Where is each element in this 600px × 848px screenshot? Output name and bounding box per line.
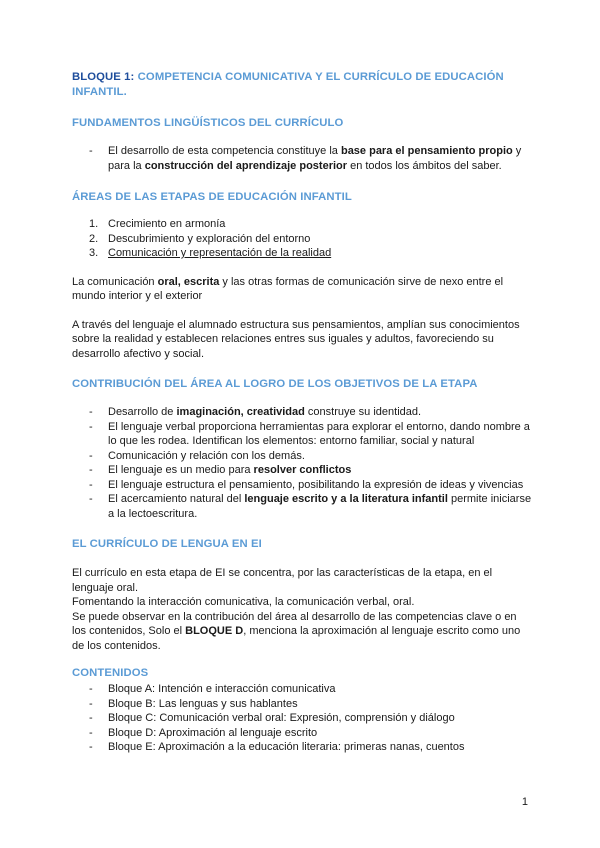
list-item: - Bloque E: Aproximación a la educación literaria: primeras nanas, cuentos [89,741,465,753]
list-item: - Desarrollo de imaginación, creatividad construye su identidad. [89,406,422,418]
document-page [72,70,532,755]
document-title: BLOQUE 1: COMPETENCIA COMUNICATIVA Y EL CURRÍCULO DE EDUCACIÓN INFANTIL. [72,71,504,98]
list-item: - Bloque B: Las lenguas y sus hablantes [89,697,298,710]
fundamentos-list [72,144,532,173]
page-number: 1 [521,796,528,808]
paragraph-lenguaje: A través del lenguaje el alumnado estructura sus pensamientos, amplían sus conocimientos sobre la realidad y establecen relaciones entres sus iguales y adultos, favoreciendo su desarrollo afectivo y social. [72,318,520,360]
section-heading-curriculo: EL CURRÍCULO DE LENGUA EN EI [72,538,262,550]
list-item: - El lenguaje es un medio para resolver conflictos [89,464,352,476]
section-heading-contenidos: CONTENIDOS [72,667,149,679]
paragraph-curriculo-3: Se puede observar en la contribución del área al desarrollo de las competencias clave o en los contenidos, Solo el BLOQUE D, menciona la aproximación al lenguaje escrito como uno de los contenidos. [72,610,521,652]
list-item: 1. Crecimiento en armonía [89,218,226,230]
list-item: - El desarrollo de esta competencia constituye la base para el pensamiento propio y para la construcción del aprendizaje posterior en todos los ámbitos del saber. [89,145,522,172]
list-item: - Bloque D: Aproximación al lenguaje escrito [89,726,318,739]
list-item: - El lenguaje estructura el pensamiento, posibilitando la expresión de ideas y vivencias [89,478,524,491]
contenidos-list [72,682,532,755]
paragraph-curriculo-1: El currículo en esta etapa de EI se concentra, por las características de la etapa, en el lenguaje oral. [72,567,493,594]
paragraph-comunicacion: La comunicación oral, escrita y las otras formas de comunicación sirve de nexo entre el mundo interior y el exterior [72,275,504,302]
list-item: - Bloque A: Intención e interacción comunicativa [89,683,336,695]
areas-list [72,217,532,261]
list-item: - Comunicación y relación con los demás. [89,449,305,462]
contribucion-list [72,405,532,521]
section-heading-areas: ÁREAS DE LAS ETAPAS DE EDUCACIÓN INFANTIL [72,191,352,203]
section-heading-contribucion: CONTRIBUCIÓN DEL ÁREA AL LOGRO DE LOS OBJETIVOS DE LA ETAPA [72,378,478,390]
list-item: 3. Comunicación y representación de la realidad [89,247,332,259]
section-heading-fundamentos: FUNDAMENTOS LINGÜÍSTICOS DEL CURRÍCULO [72,117,344,129]
list-item: 2. Descubrimiento y exploración del entorno [89,232,311,245]
list-item: - Bloque C: Comunicación verbal oral: Expresión, comprensión y diálogo [89,712,455,724]
list-item: - El acercamiento natural del lenguaje escrito y a la literatura infantil permite iniciarse a la lectoescritura. [89,493,532,520]
list-item: - El lenguaje verbal proporciona herramientas para explorar el entorno, dando nombre a lo que les rodea. Identifican los elementos: entorno familiar, social y natural [89,420,530,447]
paragraph-curriculo-2: Fomentando la interacción comunicativa, la comunicación verbal, oral. [72,596,415,608]
